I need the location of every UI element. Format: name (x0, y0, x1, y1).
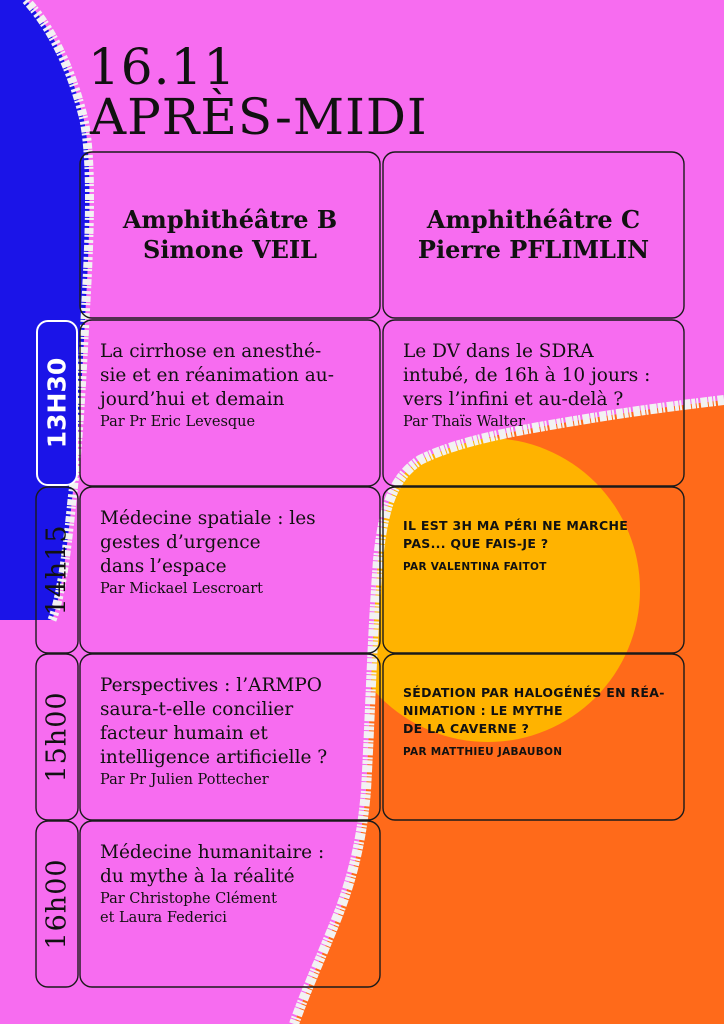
session-speaker: Par Pr Julien Pottecher (100, 772, 269, 788)
session-title: Médecine spatiale : les gestes d’urgence dans l’espace (100, 508, 316, 577)
session-title: La cirrhose en anesthé- sie et en réanimation au- jourd’hui et demain (100, 341, 334, 410)
room-c-subtitle: Pierre PFLIMLIN (417, 235, 650, 264)
time-label: 16h00 (41, 858, 73, 950)
time-label: 15h00 (41, 691, 73, 783)
session-speaker: Par Thaïs Walter (403, 414, 525, 430)
session-title: SÉDATION PAR HALOGÉNÉS EN RÉA- NIMATION : LE MYTHE DE LA CAVERNE ? (403, 685, 665, 736)
session-speaker: PAR VALENTINA FAITOT (403, 561, 547, 573)
session-cell (383, 320, 684, 486)
room-header-b (80, 152, 380, 318)
session-cell (80, 487, 380, 653)
session-speaker: PAR MATTHIEU JABAUBON (403, 746, 563, 758)
time-slot-1600 (36, 821, 78, 987)
session-cell (80, 654, 380, 820)
room-c-name: Amphithéâtre C (426, 205, 641, 234)
session-title: Perspectives : l’ARMPO saura-t-elle concilier facteur humain et intelligence artificielle ? (100, 675, 328, 768)
session-cell (383, 487, 684, 653)
time-slot-1330 (36, 320, 78, 486)
session-title: Médecine humanitaire : du mythe à la réalité (100, 842, 325, 887)
session-speaker: Par Mickael Lescroart (100, 581, 263, 597)
session-cell (80, 821, 380, 987)
period-heading: APRÈS-MIDI (90, 88, 428, 146)
time-slot-1500 (36, 654, 78, 820)
session-speaker: Par Christophe Clément et Laura Federici (100, 891, 277, 926)
session-cell (80, 320, 380, 486)
session-title: IL EST 3H MA PÉRI NE MARCHE PAS... QUE FAIS-JE ? (403, 518, 629, 551)
session-speaker: Par Pr Eric Levesque (100, 414, 256, 430)
room-b-name: Amphithéâtre B (122, 205, 338, 234)
time-label: 14h15 (41, 524, 73, 616)
session-cell (383, 654, 684, 820)
time-label: 13H30 (42, 357, 72, 449)
date-heading: 16.11 (88, 38, 237, 96)
room-header-c (383, 152, 684, 318)
time-slot-1415 (36, 487, 78, 653)
session-title: Le DV dans le SDRA intubé, de 16h à 10 jours : vers l’infini et au-delà ? (403, 341, 651, 410)
room-b-subtitle: Simone VEIL (143, 235, 317, 264)
